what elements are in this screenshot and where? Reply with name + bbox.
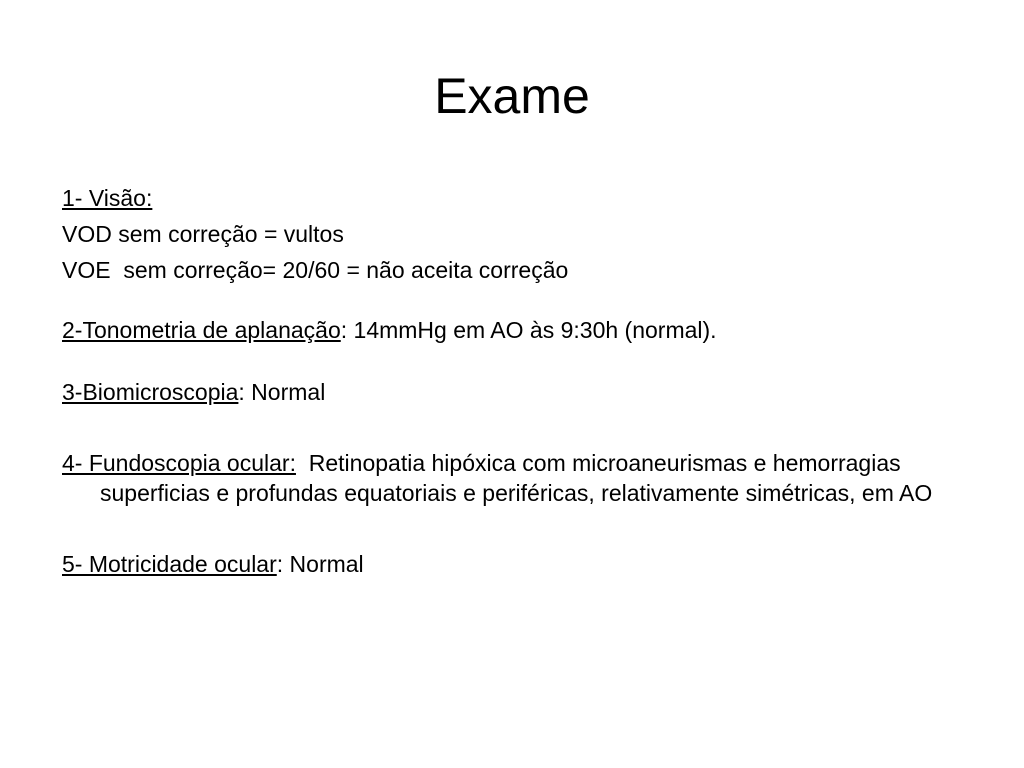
tonometry-heading: 2-Tonometria de aplanação [62, 317, 341, 343]
biomicroscopy-heading: 3-Biomicroscopia [62, 379, 239, 405]
vision-line-voe: VOE sem correção= 20/60 = não aceita correção [62, 257, 569, 283]
biomicroscopy-text: : Normal [238, 379, 326, 405]
slide-body [62, 180, 962, 582]
slide-title: Exame [434, 68, 590, 124]
vision-heading: 1- Visão: [62, 185, 153, 211]
motricity-text: : Normal [276, 551, 364, 577]
item-biomicroscopy [62, 374, 962, 410]
item-tonometry [62, 312, 962, 348]
tonometry-text: : 14mmHg em AO às 9:30h (normal). [340, 317, 717, 343]
item-fundoscopy [62, 448, 980, 508]
item-motricity [62, 546, 962, 582]
vision-line-vod: VOD sem correção = vultos [62, 221, 344, 247]
item-vision-heading [62, 180, 962, 216]
fundoscopy-heading: 4- Fundoscopia ocular: [62, 450, 296, 476]
fundoscopy-text: Retinopatia hipóxica com microaneurismas e hemorragias superficias e profundas equatoriais e periféricas, relativamente simétricas, em AO [100, 450, 933, 506]
motricity-heading: 5- Motricidade ocular [62, 551, 277, 577]
